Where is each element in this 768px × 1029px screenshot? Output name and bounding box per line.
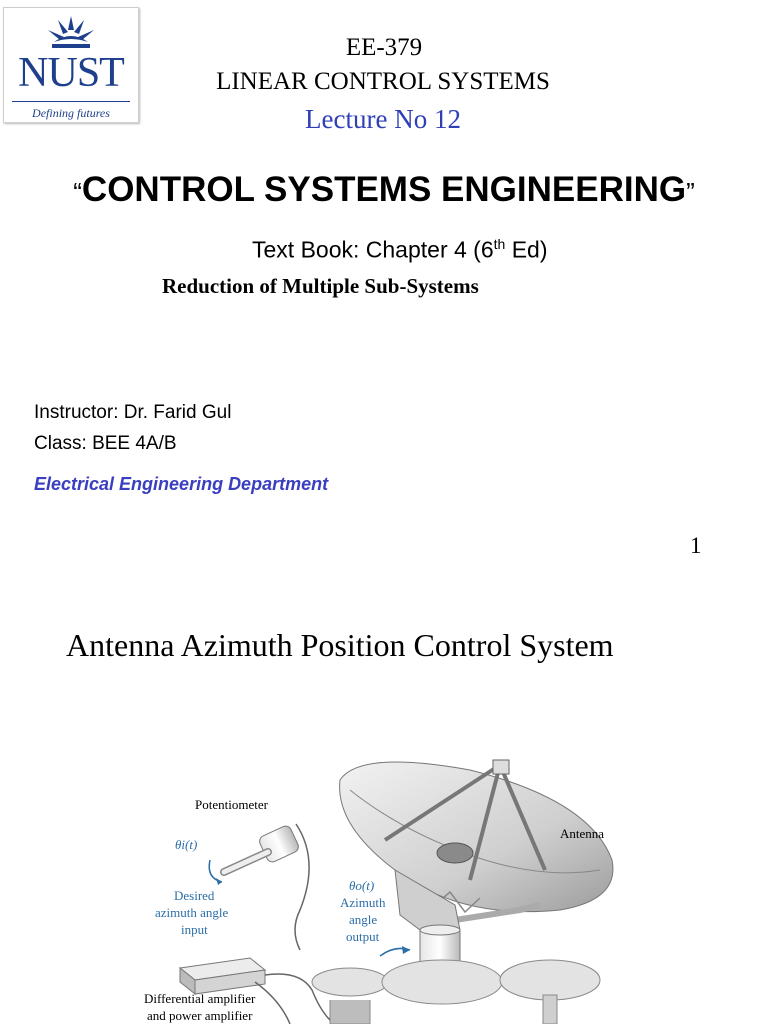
label-desired-2: azimuth angle — [155, 905, 229, 920]
label-azimuth-2: angle — [349, 912, 378, 927]
logo-divider — [12, 101, 130, 102]
potentiometer — [209, 824, 309, 950]
label-theta-i: θi(t) — [175, 837, 198, 852]
book-title-text: CONTROL SYSTEMS ENGINEERING — [81, 170, 687, 209]
book-title — [0, 170, 768, 210]
department: Electrical Engineering Department — [34, 474, 329, 494]
antenna-diagram — [0, 720, 768, 1024]
label-azimuth-1: Azimuth — [340, 895, 386, 910]
label-theta-o: θo(t) — [349, 878, 375, 893]
label-desired-3: input — [181, 922, 208, 937]
gears — [312, 960, 600, 1024]
antenna-system-figure — [0, 720, 768, 1024]
label-amp-1: Differential amplifier — [144, 991, 256, 1006]
antenna-dish — [340, 760, 613, 975]
label-amp-2: and power amplifier — [147, 1008, 253, 1023]
label-azimuth-3: output — [346, 929, 380, 944]
logo-motto: Defining futures — [32, 106, 110, 120]
textbook-reference: Text Book: Chapter 4 (6th Ed) — [252, 236, 548, 263]
class-info: Class: BEE 4A/B — [34, 433, 177, 454]
azimuth-arrowhead — [402, 946, 410, 954]
label-antenna: Antenna — [560, 826, 605, 841]
quote-close: ” — [686, 177, 695, 207]
page-number: 1 — [690, 533, 702, 558]
slide-title: Antenna Azimuth Position Control System — [66, 627, 614, 663]
lecture-topic: Reduction of Multiple Sub-Systems — [162, 274, 479, 298]
quote-open: “ — [73, 177, 82, 207]
label-desired-1: Desired — [174, 888, 215, 903]
instructor: Instructor: Dr. Farid Gul — [34, 402, 232, 423]
label-potentiometer: Potentiometer — [195, 797, 268, 812]
lecture-number: Lecture No 12 — [305, 104, 461, 134]
course-name: LINEAR CONTROL SYSTEMS — [216, 68, 550, 95]
logo-brand: NUST — [18, 50, 124, 96]
course-code: EE-379 — [345, 34, 423, 61]
